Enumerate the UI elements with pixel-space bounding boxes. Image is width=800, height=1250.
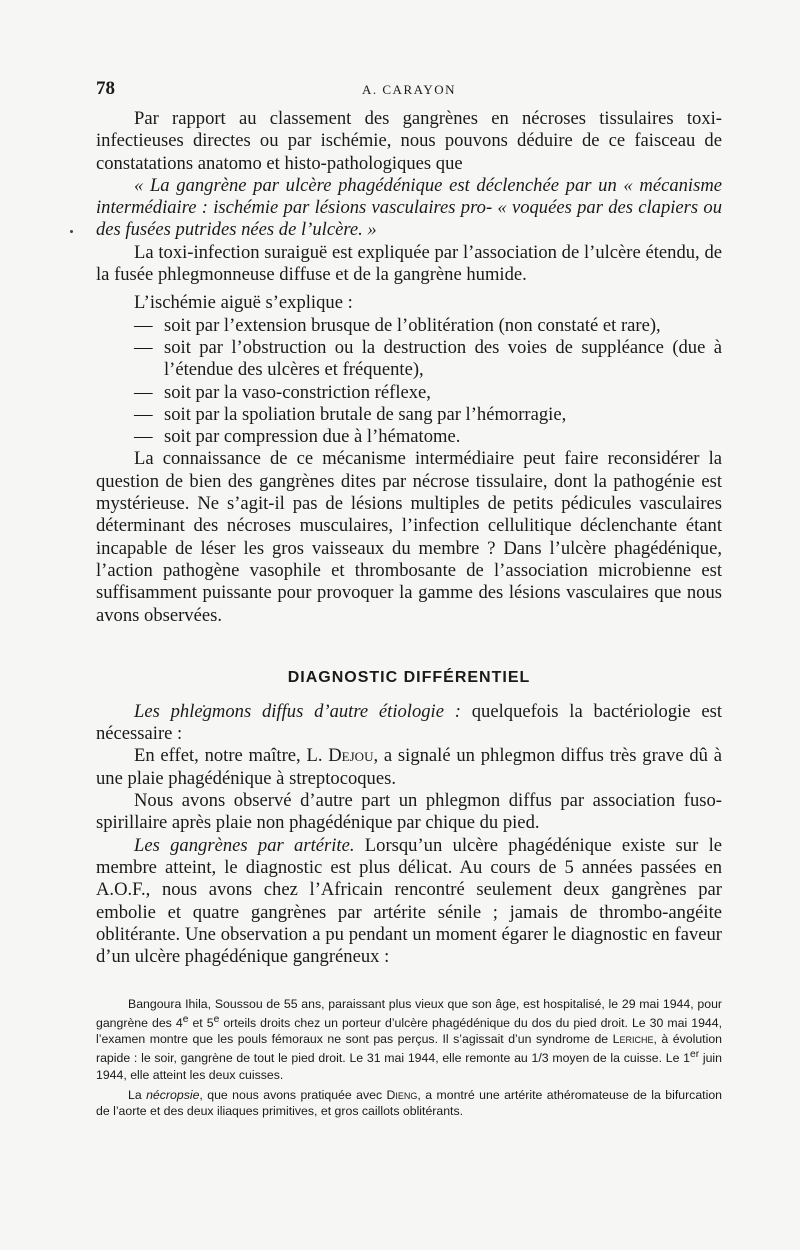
superscript: e — [182, 1014, 189, 1026]
list-item — [96, 426, 722, 448]
dash-mark: — — [134, 426, 153, 448]
dash-mark: — — [134, 314, 153, 336]
observation-paragraph — [96, 996, 722, 1082]
paragraph: La toxi-infection suraiguë est expliquée par l’association de l’ulcère étendu, de la fusée phlegmonneuse diffuse et de la gangrène humide. — [96, 241, 722, 286]
list-item — [96, 382, 722, 404]
paragraph: Nous avons observé d’autre part un phlegmon diffus par association fuso-spirillaire après plaie non phagédénique par chique du pied. — [96, 790, 722, 834]
paragraph-text: , a signalé un phlegmon diffus très grave dû à une plaie phagédénique à streptocoques. — [96, 745, 722, 789]
dash-mark: — — [134, 403, 153, 425]
scan-speck — [70, 230, 73, 233]
observation-text: , à évolution rapide : le soir, gangrène de tout le pied droit. Le 31 mai 1944, elle remonte au 1/3 moyen de la cuisse. Le 1 — [96, 1032, 723, 1066]
superscript: e — [213, 1014, 220, 1026]
quotation: « La gangrène par ulcère phagédénique est déclenchée par un « mécanisme intermédiaire : ischémie par lésions vasculaires pro- « voquées par des clapiers ou des fusées putrides nées de l’ulcère. » — [96, 174, 722, 241]
list-item — [96, 404, 722, 426]
page — [96, 78, 722, 1119]
paragraph: Par rapport au classement des gangrènes en nécroses tissulaires toxi-infectieuses directes ou par ischémie, nous pouvons déduire de ce faisceau de constatations anatomo et histo-pathologiques que — [96, 108, 722, 174]
dash-mark: — — [134, 381, 153, 403]
italic-lead: Les phlegmons diffus d’autre étiologie : — [134, 700, 461, 722]
observation-text: juin 1944, elle atteint les deux cuisses. — [96, 1051, 723, 1082]
paragraph — [96, 701, 722, 746]
observation-text: et 5 — [188, 1016, 214, 1031]
observation-text: , que nous avons pratiquée avec — [199, 1087, 387, 1102]
paragraph-text: quelquefois la bactériologie est nécessaire : — [96, 700, 722, 745]
paragraph: L’ischémie aiguë s’explique : — [134, 292, 353, 314]
list-item-text: soit par l’obstruction ou la destruction des voies de suppléance (due à l’étendue des ulcères et fréquente), — [164, 336, 722, 381]
author-name: Leriche — [612, 1032, 654, 1047]
author-name: Dieng — [386, 1087, 418, 1102]
paragraph-text: Lorsqu’un ulcère phagédénique existe sur le membre atteint, le diagnostic est plus délicat. Au cours de 5 années passées en A.O.F., nous avons chez l’Africain rencontré seulement deux gangrènes par embolie et quatre gangrènes par artérite sénile ; jamais de thrombo-angéite oblitérante. Une observation a pu pendant un moment égarer le diagnostic en faveur d’un ulcère phagédénique gangréneux : — [96, 834, 722, 968]
list-item-text: soit par compression due à l’hématome. — [164, 426, 461, 448]
list-item — [96, 315, 722, 337]
dash-mark: — — [134, 336, 153, 358]
list-item-text: soit par l’extension brusque de l’oblitération (non constaté et rare), — [164, 314, 661, 336]
paragraph — [96, 745, 722, 790]
running-head: A. CARAYON — [362, 82, 456, 97]
italic-term: nécropsie — [146, 1087, 200, 1102]
case-observation — [96, 996, 722, 1118]
list-item-text: soit par la spoliation brutale de sang par l’hémorragie, — [164, 403, 567, 425]
superscript: er — [690, 1049, 700, 1061]
observation-paragraph — [96, 1087, 722, 1119]
paragraph: La connaissance de ce mécanisme intermédiaire peut faire reconsidérer la question de bien des gangrènes dites par nécrose tissulaire, dont la pathogénie est mystérieuse. Ne s’agit-il pas de lésions multiples de petits pédicules vasculaires déterminant des nécroses musculaires, l’infection cellulitique déclenchante étant incapable de léser les gros vaisseaux du membre ? Dans l’ulcère phagédénique, l’action pathogène vasophile et thrombosante de l’association microbienne est suffisamment puissante pour provoquer la gamme des lésions vasculaires que nous avons observées. — [96, 448, 722, 626]
author-name: Dejou — [328, 745, 374, 767]
observation-text: orteils droits chez un porteur d’ulcère phagédénique du dos du pied droit. Le 30 mai 1944, l’examen montre que les pouls fémoraux ne sont pas perçus. Il s’agissait d’un syndrome de — [96, 1016, 723, 1047]
list-item — [96, 337, 722, 382]
page-header — [96, 78, 722, 108]
page-number: 78 — [96, 78, 115, 99]
list-item-text: soit par la vaso-constriction réflexe, — [164, 381, 431, 403]
observation-text: Bangoura Ihila, Soussou de 55 ans, paraissant plus vieux que son âge, est hospitalisé, le 29 mai 1944, pour gangrène des 4 — [96, 997, 722, 1031]
section-title: DIAGNOSTIC DIFFÉRENTIEL — [287, 668, 531, 686]
paragraph-text: En effet, notre maître, L. — [134, 745, 329, 767]
italic-lead: Les gangrènes par artérite. — [134, 834, 355, 856]
observation-text: La — [128, 1087, 147, 1102]
observation-text: , a montré une artérite athéromateuse de la bifurcation de l’aorte et des deux iliaques primitives, et gros caillots oblitérants. — [96, 1087, 722, 1118]
paragraph — [96, 835, 722, 969]
